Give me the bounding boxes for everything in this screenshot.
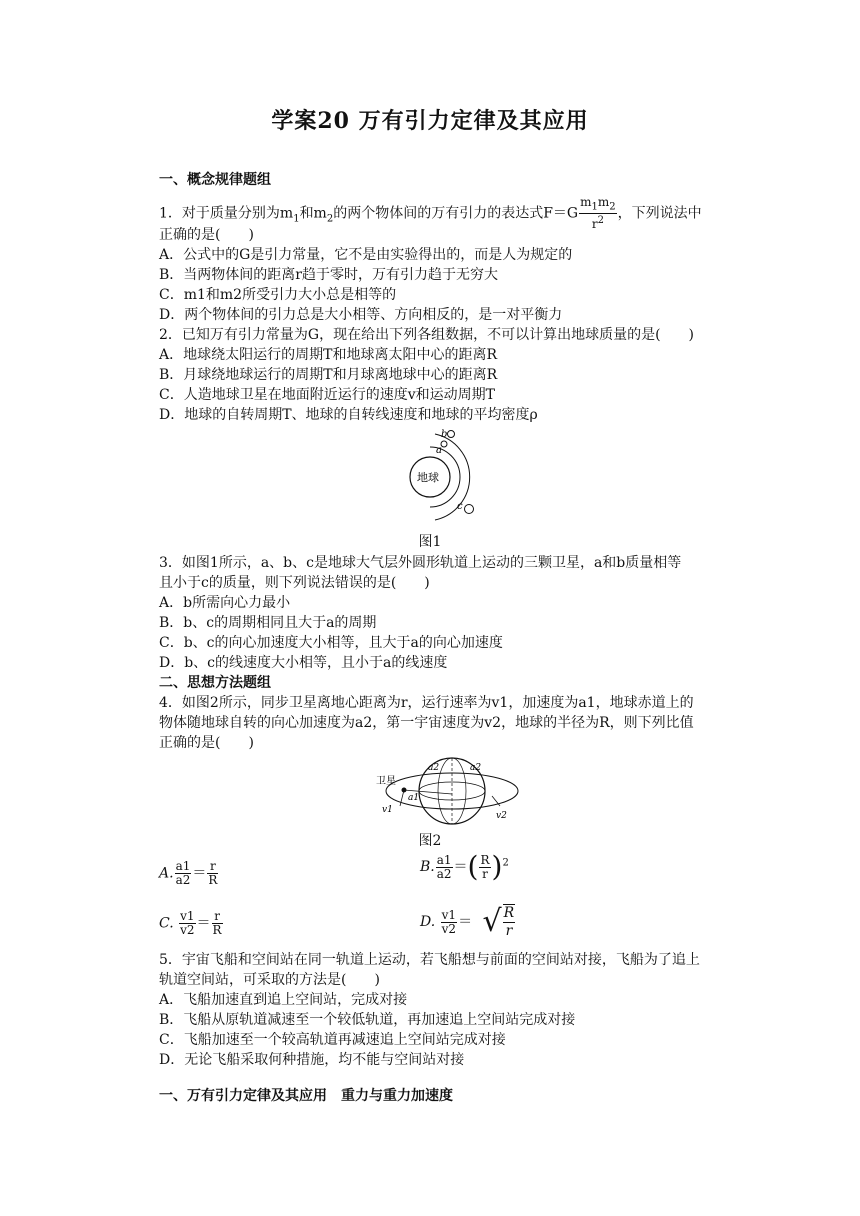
q3-option-d: D．b、c的线速度大小相等，且小于a的线速度 [159, 655, 448, 671]
label-v2: v2 [496, 811, 507, 821]
q2-stem: 2．已知万有引力常量为G，现在给出下列各组数据，不可以计算出地球质量的是( ) [159, 327, 695, 343]
q1-stem-part: 的两个物体间的万有引力的表达式F＝G [333, 205, 579, 222]
figure-2-caption: 图2 [418, 833, 442, 849]
fraction-numerator: R [503, 905, 515, 921]
fraction-numerator: v1 [441, 907, 457, 922]
fraction-numerator: R [480, 852, 490, 867]
fraction-denominator: R [212, 923, 222, 937]
fraction-denominator: r [505, 923, 513, 939]
fraction-numerator: v1 [180, 909, 195, 923]
option-label: D. [420, 914, 436, 930]
gravity-formula-fraction: $\frac{m_1m_2}{r^2}$ [580, 195, 616, 232]
q4-option-d [420, 904, 516, 940]
fraction-denominator: a2 [436, 866, 452, 881]
satellite-label: 卫星 [376, 776, 396, 787]
sqrt-fraction [503, 904, 516, 940]
option-label: C. [159, 915, 174, 932]
earth-label: 地球 [417, 471, 439, 484]
fraction-denominator: v2 [441, 921, 457, 936]
q2-option-a: A．地球绕太阳运行的周期T和地球离太阳中心的距离R [159, 347, 497, 363]
ratio-left [179, 910, 195, 937]
equals-sign: ＝ [192, 865, 207, 882]
q4-stem-line2: 物体随地球自转的向心加速度为a2，第一宇宙速度为v2，地球的半径为R，则下列比值 [159, 715, 694, 731]
q1-option-c: C．m1和m2所受引力大小总是相等的 [159, 287, 397, 303]
q5-option-a: A．飞船加速直到追上空间站，完成对接 [159, 992, 408, 1008]
ratio-left [441, 909, 457, 936]
figure-1-orbits [395, 424, 495, 528]
fraction-denominator: r [482, 866, 488, 881]
exponent: 2 [502, 857, 509, 869]
q1-stem-part: 和m [299, 205, 327, 222]
q4-option-c [159, 910, 224, 937]
q1-option-b: B．当两物体间的距离r趋于零时，万有引力趋于无穷大 [159, 267, 498, 283]
label-v1: v1 [382, 805, 393, 815]
section-heading-methods: 二、思想方法题组 [159, 675, 271, 691]
right-paren: ) [491, 850, 503, 883]
q3-option-c: C．b、c的向心加速度大小相等，且大于a的向心加速度 [159, 635, 503, 651]
fraction-denominator: a2 [175, 873, 191, 887]
label-b: b [441, 429, 448, 440]
fraction-numerator: a1 [175, 859, 191, 873]
q4-option-b [420, 852, 509, 882]
left-paren: ( [467, 850, 479, 883]
section-heading-gravity: 一、万有引力定律及其应用 重力与重力加速度 [159, 1088, 453, 1104]
label-a2: a2 [428, 763, 440, 773]
figure-2-satellite-earth [372, 754, 522, 826]
figure-1-caption: 图1 [418, 534, 442, 550]
fraction-numerator: r [212, 910, 223, 924]
q5-option-c: C．飞船加速至一个较高轨道再减速追上空间站完成对接 [159, 1032, 506, 1048]
label-c: c [457, 501, 463, 512]
q4-option-a [159, 860, 219, 887]
option-label: B. [420, 859, 435, 875]
ratio-right [207, 860, 218, 887]
sqrt-sign: √ [482, 904, 502, 939]
ratio-left [436, 854, 453, 881]
satellite-b [448, 431, 455, 438]
page-title: 学案20 万有引力定律及其应用 [271, 108, 589, 134]
q2-option-d: D．地球的自转周期T、地球的自转线速度和地球的平均密度ρ [159, 407, 538, 423]
q5-option-b: B．飞船从原轨道减速至一个较低轨道，再加速追上空间站完成对接 [159, 1012, 576, 1028]
label-a2-right: a2 [470, 763, 482, 773]
q1-stem: 1．对于质量分别为$m_1$和$m_2$的两个物体间的万有引力的表达式F＝G $\frac{m_1m_2}{r^2}$ ，下列说法中 [159, 195, 702, 232]
q3-stem-line2: 且小于c的质量，则下列说法错误的是( ) [159, 575, 430, 591]
ratio-right [479, 854, 490, 881]
q4-stem-line1: 4．如图2所示，同步卫星离地心距离为r，运行速率为v1，加速度为a1，地球赤道上的 [159, 695, 694, 711]
equals-sign: ＝ [458, 914, 473, 930]
fraction-numerator: a1 [436, 852, 452, 867]
q2-option-c: C．人造地球卫星在地面附近运行的速度v和运动周期T [159, 387, 495, 403]
satellite-c [465, 505, 474, 514]
label-a1: a1 [408, 793, 420, 803]
ratio-right [212, 910, 223, 937]
option-label: A. [159, 865, 174, 882]
equals-sign: ＝ [453, 859, 468, 875]
q3-stem-line1: 3．如图1所示，a、b、c是地球大气层外圆形轨道上运动的三颗卫星，a和b质量相等 [159, 555, 682, 571]
fraction-denominator: R [208, 873, 218, 887]
q5-stem-line1: 5．宇宙飞船和空间站在同一轨道上运动，若飞船想与前面的空间站对接，飞船为了追上 [159, 952, 700, 968]
q5-stem-line2: 轨道空间站，可采取的方法是( ) [159, 972, 380, 988]
q5-option-d: D．无论飞船采取何种措施，均不能与空间站对接 [159, 1052, 465, 1068]
q2-option-b: B．月球绕地球运行的周期T和月球离地球中心的距离R [159, 367, 498, 383]
equals-sign: ＝ [196, 915, 211, 932]
fraction-denominator: v2 [180, 923, 195, 937]
q1-option-d: D．两个物体间的引力总是大小相等、方向相反的，是一对平衡力 [159, 307, 563, 323]
q1-stem-part: ，下列说法中 [617, 205, 702, 222]
section-heading-concepts: 一、概念规律题组 [159, 172, 271, 188]
q3-option-a: A．b所需向心力最小 [159, 595, 291, 611]
q3-option-b: B．b、c的周期相同且大于a的周期 [159, 615, 377, 631]
q4-stem-line3: 正确的是( ) [159, 735, 254, 751]
label-a: a [436, 445, 442, 456]
q1-stem-part: 1．对于质量分别为m [159, 205, 294, 222]
q1-option-a: A．公式中的G是引力常量，它不是由实验得出的，而是人为规定的 [159, 247, 573, 263]
q1-stem-line2: 正确的是( ) [159, 227, 254, 243]
fraction-numerator: r [207, 860, 218, 874]
ratio-left [175, 860, 192, 887]
